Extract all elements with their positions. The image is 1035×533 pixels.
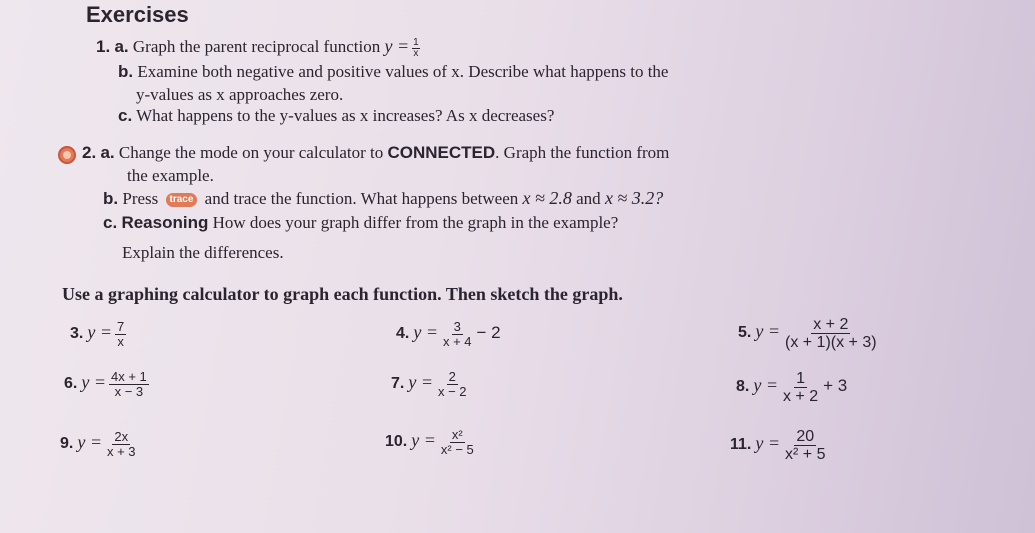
problem-number: 6. (64, 375, 78, 393)
part-label: c. (118, 106, 133, 125)
fraction: $\frac{2x}{x + 3}$ (106, 429, 136, 459)
exercise-text: Graph the parent reciprocal function (132, 37, 381, 56)
fraction: $\frac{4x + 1}{x - 3}$ (110, 369, 147, 399)
problem-number: 11. (730, 436, 752, 454)
exercise-text: and (576, 189, 601, 208)
problem-number: 10. (385, 433, 408, 451)
exercise-text: Change the mode on your calculator to (118, 143, 384, 162)
technology-badge-icon (58, 146, 76, 164)
problem-number: 7. (391, 375, 405, 393)
exercise-1b-cont: y-values as x approaches zero. (136, 85, 344, 104)
exercise-text: How does your graph differ from the graph in the example? (212, 213, 619, 232)
page-title: Exercises (86, 2, 189, 27)
exercise-1b (118, 62, 668, 82)
x-value-2: x ≈ 3.2? (604, 188, 664, 208)
fraction: $\frac{20}{\text{x² + 5}}$ (785, 428, 826, 463)
exercise-text: What happens to the y-values as x increases? As x decreases? (136, 106, 555, 125)
problem-10 (385, 428, 479, 457)
problem-5 (738, 316, 882, 351)
fraction: $\frac{3}{x + 4}$ (442, 319, 472, 349)
fraction: $\frac{2}{x - 2}$ (437, 369, 467, 399)
problem-4 (396, 320, 501, 349)
exercise-2c-cont: Explain the differences. (122, 243, 284, 262)
equation-lhs: y = (87, 322, 112, 343)
problem-6 (64, 370, 152, 399)
equation-lhs: y = (753, 375, 778, 396)
equation-lhs: y = (384, 36, 410, 56)
exercise-2a (82, 143, 669, 163)
part-label: b. (118, 62, 134, 81)
equation-tail: − 2 (476, 323, 501, 343)
exercise-text-cont: . Graph the function from (495, 143, 670, 162)
problem-11 (730, 428, 830, 463)
exercise-2c (103, 213, 618, 233)
equation-lhs: y = (755, 433, 780, 454)
exercise-1a (96, 36, 423, 59)
fraction: $\frac{\text{x²}}{\text{x² − 5}}$ (440, 427, 474, 457)
fraction: $\frac{1}{x}$ (413, 36, 419, 59)
equation-lhs: y = (411, 430, 436, 451)
instruction: Use a graphing calculator to graph each function. Then sketch the graph. (62, 284, 623, 304)
problem-8 (736, 370, 847, 405)
part-label: b. (103, 189, 119, 208)
exercise-text: Examine both negative and positive values of x. Describe what happens to the (137, 62, 669, 81)
problem-number: 9. (60, 435, 74, 453)
problem-number: 5. (738, 324, 752, 342)
problem-9 (60, 430, 141, 459)
trace-key-icon: trace (166, 193, 198, 207)
exercise-2a-cont: the example. (127, 166, 214, 185)
equation-lhs: y = (755, 321, 780, 342)
part-label: a. (114, 37, 129, 56)
fraction: $\frac{7}{x}$ (116, 319, 125, 349)
exercise-number: 2. (82, 143, 97, 162)
exercise-2b (103, 188, 663, 209)
problem-7 (391, 370, 472, 399)
problem-3 (70, 320, 129, 349)
mode-name: CONNECTED (387, 143, 496, 162)
problem-number: 8. (736, 378, 750, 396)
fraction: $\frac{x + 2}{(x + 1)(x + 3)}$ (784, 316, 877, 351)
equation-lhs: y = (413, 322, 438, 343)
x-value-1: x ≈ 2.8 (522, 188, 572, 208)
problem-number: 3. (70, 325, 84, 343)
exercise-number: 1. (96, 37, 111, 56)
equation-lhs: y = (77, 432, 102, 453)
reasoning-label: Reasoning (121, 213, 209, 232)
exercise-text: and trace the function. What happens between (204, 189, 519, 208)
fraction: $\frac{1}{x + 2}$ (782, 370, 819, 405)
part-label: a. (100, 143, 115, 162)
problem-number: 4. (396, 325, 410, 343)
equation-lhs: y = (81, 372, 106, 393)
part-label: c. (103, 213, 118, 232)
exercise-text: Press (122, 189, 159, 208)
equation-tail: + 3 (823, 376, 848, 396)
exercise-1c (118, 106, 554, 126)
equation-lhs: y = (408, 372, 433, 393)
